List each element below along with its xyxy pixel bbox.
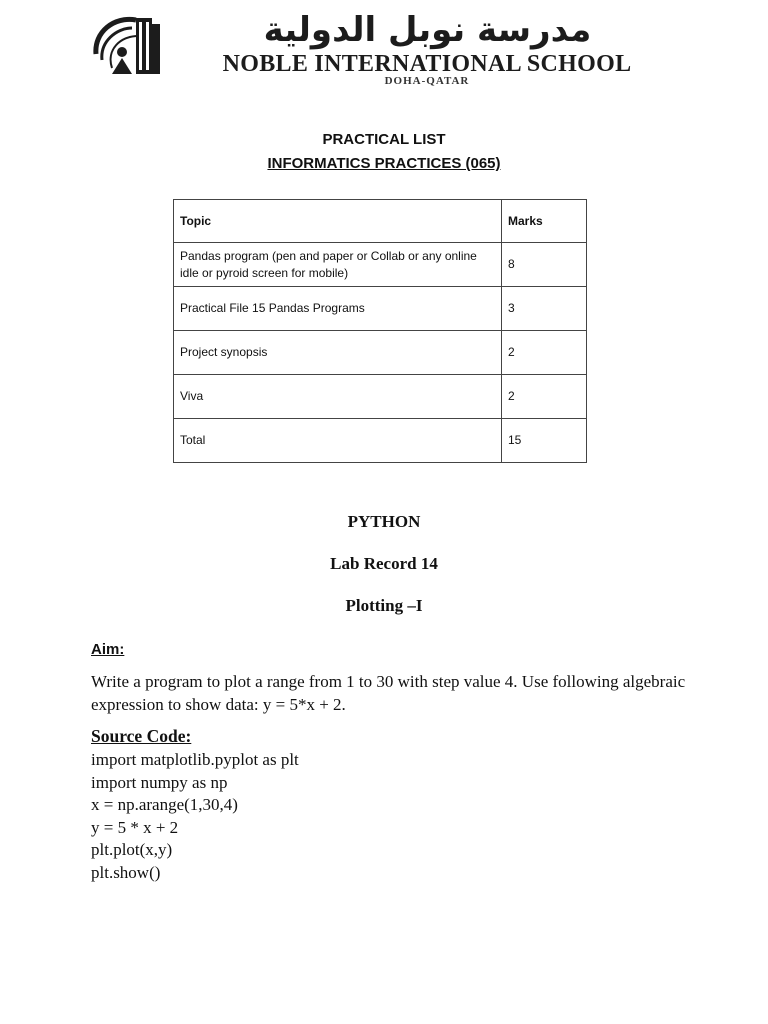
source-code-block — [91, 749, 299, 884]
aim-label: Aim: — [91, 641, 125, 658]
code-line: import matplotlib.pyplot as plt — [91, 750, 299, 769]
marks-cell: 8 — [502, 243, 587, 287]
topic-cell: Practical File 15 Pandas Programs — [174, 287, 502, 331]
code-line: import numpy as np — [91, 772, 228, 792]
table-row — [174, 243, 587, 287]
marks-cell: 3 — [502, 287, 587, 331]
topic-cell: Total — [174, 419, 502, 463]
table-row — [174, 331, 587, 375]
school-header — [0, 0, 768, 100]
code-line: plt.show() — [91, 862, 161, 882]
marks-table — [173, 199, 587, 463]
marks-cell: 15 — [502, 419, 587, 463]
marks-cell: 2 — [502, 375, 587, 419]
language-title: PYTHON — [347, 512, 421, 531]
topic-cell: Pandas program (pen and paper or Collab or any online idle or pyroid screen for mobile) — [174, 243, 502, 287]
table-row — [174, 375, 587, 419]
school-name: NOBLE INTERNATIONAL SCHOOL — [222, 51, 632, 77]
source-code-label: Source Code: — [91, 726, 192, 746]
column-header-topic: Topic — [174, 200, 502, 243]
code-line: x = np.arange(1,30,4) — [91, 795, 238, 814]
lab-topic-title: Plotting –I — [345, 596, 423, 615]
topic-cell: Project synopsis — [174, 331, 502, 375]
code-line: y = 5 * x + 2 — [91, 817, 179, 837]
subject-title: INFORMATICS PRACTICES (065) — [267, 155, 501, 172]
aim-text: Write a program to plot a range from 1 to 30 with step value 4. Use following algebraic expression to show data: y = 5*x + 2. — [91, 672, 686, 714]
school-city: DOHA-QATAR — [384, 75, 470, 87]
table-header-row — [174, 200, 587, 243]
lab-record-title: Lab Record 14 — [330, 554, 438, 573]
marks-cell: 2 — [502, 331, 587, 375]
column-header-marks: Marks — [502, 200, 587, 243]
code-line: plt.plot(x,y) — [91, 840, 173, 859]
table-row — [174, 287, 587, 331]
school-emblem-icon — [92, 14, 164, 76]
practical-list-title: PRACTICAL LIST — [322, 131, 446, 148]
topic-cell: Viva — [174, 375, 502, 419]
school-name-arabic: مدرسة نوبل الدولية — [263, 10, 592, 50]
table-row-total — [174, 419, 587, 463]
